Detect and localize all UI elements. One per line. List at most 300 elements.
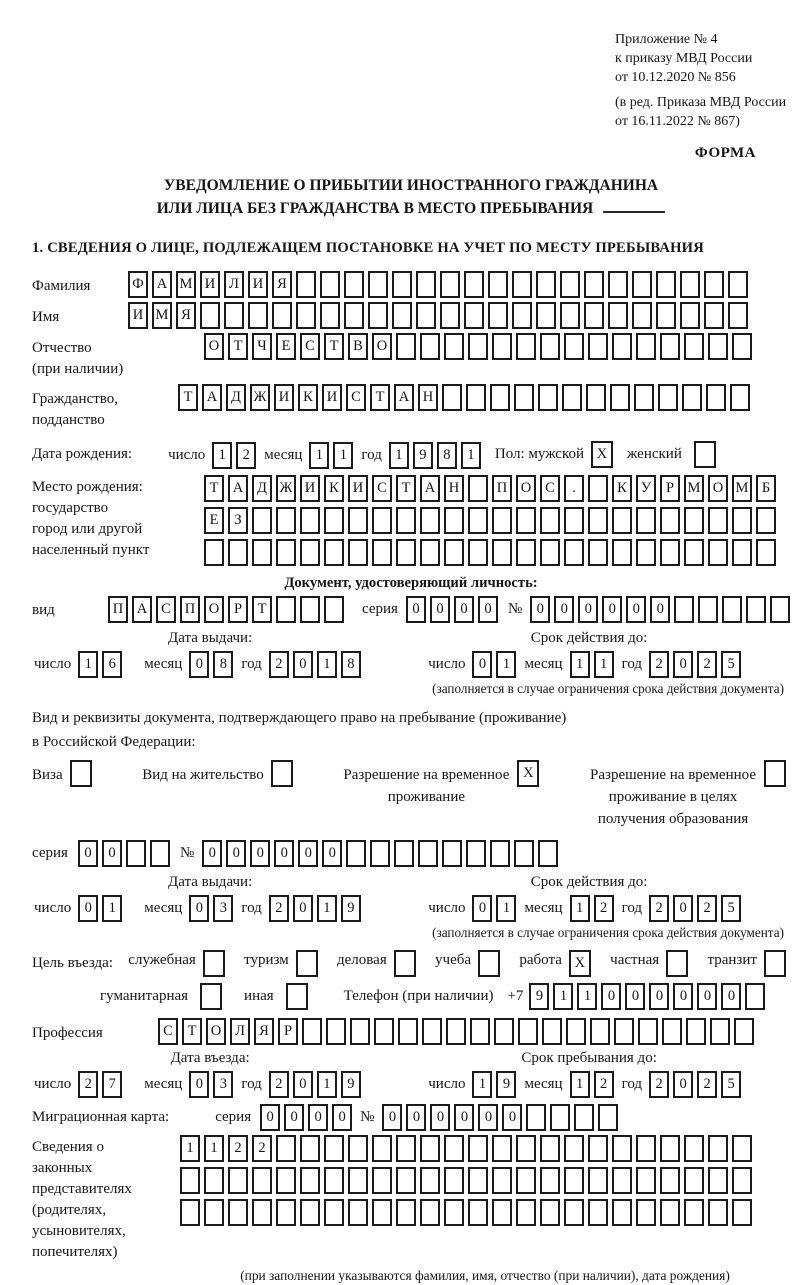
char-cell[interactable] [516,539,536,566]
char-cell[interactable]: 1 [553,983,573,1010]
char-cell[interactable] [745,983,765,1010]
char-cell[interactable] [756,539,776,566]
char-cell[interactable] [420,1199,440,1226]
char-cell[interactable] [420,507,440,534]
char-cell[interactable]: 0 [673,1071,693,1098]
char-cell[interactable]: Я [254,1018,274,1045]
char-cell[interactable] [564,1167,584,1194]
char-cell[interactable] [538,384,558,411]
char-cell[interactable]: И [248,271,268,298]
char-cell[interactable]: 0 [602,596,622,623]
char-cell[interactable] [636,333,656,360]
char-cell[interactable] [204,539,224,566]
char-cell[interactable] [372,1199,392,1226]
char-cell[interactable] [420,1167,440,1194]
char-cell[interactable] [348,507,368,534]
char-cell[interactable] [684,1167,704,1194]
char-cell[interactable] [442,384,462,411]
char-cell[interactable]: Л [224,271,244,298]
char-cell[interactable] [276,539,296,566]
char-cell[interactable]: 0 [697,983,717,1010]
char-cell[interactable] [540,1199,560,1226]
char-cell[interactable]: С [372,475,392,502]
char-cell[interactable] [636,1167,656,1194]
char-cell[interactable] [372,1135,392,1162]
char-cell[interactable] [708,539,728,566]
char-cell[interactable] [732,539,752,566]
char-cell[interactable] [574,1104,594,1131]
char-cell[interactable] [398,1018,418,1045]
char-cell[interactable]: И [128,302,148,329]
char-cell[interactable]: 0 [472,651,492,678]
char-cell[interactable]: С [540,475,560,502]
char-cell[interactable]: М [684,475,704,502]
char-cell[interactable] [660,333,680,360]
char-cell[interactable]: 9 [413,442,433,469]
char-cell[interactable]: О [204,333,224,360]
char-cell[interactable]: С [300,333,320,360]
char-cell[interactable] [562,384,582,411]
char-cell[interactable] [224,302,244,329]
char-cell[interactable] [708,1167,728,1194]
char-cell[interactable] [440,302,460,329]
char-cell[interactable] [442,840,462,867]
char-cell[interactable]: 2 [269,1071,289,1098]
char-cell[interactable] [698,596,718,623]
char-cell[interactable] [396,1135,416,1162]
char-cell[interactable]: К [298,384,318,411]
char-cell[interactable] [374,1018,394,1045]
char-cell[interactable] [348,1167,368,1194]
char-cell[interactable]: 1 [570,895,590,922]
char-cell[interactable] [732,333,752,360]
private-checkbox[interactable] [666,950,688,977]
char-cell[interactable] [526,1104,546,1131]
char-cell[interactable] [492,507,512,534]
char-cell[interactable] [368,271,388,298]
char-cell[interactable]: 0 [78,840,98,867]
char-cell[interactable] [658,384,678,411]
char-cell[interactable]: 6 [102,651,122,678]
char-cell[interactable]: В [348,333,368,360]
char-cell[interactable]: 2 [236,442,256,469]
char-cell[interactable] [684,539,704,566]
char-cell[interactable] [516,507,536,534]
char-cell[interactable] [324,539,344,566]
char-cell[interactable] [584,302,604,329]
char-cell[interactable] [564,507,584,534]
char-cell[interactable]: 2 [649,651,669,678]
char-cell[interactable]: 1 [102,895,122,922]
char-cell[interactable] [346,840,366,867]
char-cell[interactable] [516,1167,536,1194]
char-cell[interactable] [588,1167,608,1194]
char-cell[interactable] [612,333,632,360]
char-cell[interactable]: К [324,475,344,502]
char-cell[interactable]: А [394,384,414,411]
char-cell[interactable]: О [372,333,392,360]
char-cell[interactable] [494,1018,514,1045]
char-cell[interactable] [324,507,344,534]
char-cell[interactable]: 2 [594,895,614,922]
char-cell[interactable] [468,475,488,502]
char-cell[interactable] [586,384,606,411]
char-cell[interactable] [634,384,654,411]
char-cell[interactable]: 0 [322,840,342,867]
char-cell[interactable]: И [300,475,320,502]
char-cell[interactable] [372,507,392,534]
char-cell[interactable] [674,596,694,623]
char-cell[interactable]: 1 [461,442,481,469]
char-cell[interactable]: 9 [496,1071,516,1098]
char-cell[interactable] [252,507,272,534]
char-cell[interactable]: Ф [128,271,148,298]
char-cell[interactable] [396,507,416,534]
char-cell[interactable] [296,302,316,329]
char-cell[interactable] [490,384,510,411]
char-cell[interactable] [468,1199,488,1226]
char-cell[interactable]: 8 [213,651,233,678]
char-cell[interactable] [730,384,750,411]
char-cell[interactable]: Т [204,475,224,502]
char-cell[interactable] [464,302,484,329]
char-cell[interactable] [684,1135,704,1162]
char-cell[interactable]: 0 [293,651,313,678]
char-cell[interactable]: Т [228,333,248,360]
char-cell[interactable]: А [132,596,152,623]
char-cell[interactable] [728,271,748,298]
char-cell[interactable] [348,1135,368,1162]
char-cell[interactable] [300,1199,320,1226]
char-cell[interactable]: 3 [213,1071,233,1098]
char-cell[interactable] [588,333,608,360]
char-cell[interactable] [732,1167,752,1194]
char-cell[interactable] [248,302,268,329]
char-cell[interactable] [126,840,146,867]
char-cell[interactable] [492,539,512,566]
char-cell[interactable]: 0 [78,895,98,922]
char-cell[interactable]: 3 [213,895,233,922]
char-cell[interactable]: 0 [430,1104,450,1131]
char-cell[interactable] [662,1018,682,1045]
char-cell[interactable]: С [346,384,366,411]
char-cell[interactable] [588,539,608,566]
business-checkbox[interactable] [394,950,416,977]
char-cell[interactable] [540,507,560,534]
char-cell[interactable] [632,302,652,329]
char-cell[interactable] [320,302,340,329]
char-cell[interactable] [612,539,632,566]
char-cell[interactable]: 0 [673,895,693,922]
char-cell[interactable] [228,1167,248,1194]
char-cell[interactable] [368,302,388,329]
char-cell[interactable] [638,1018,658,1045]
char-cell[interactable]: Б [756,475,776,502]
char-cell[interactable]: 0 [721,983,741,1010]
char-cell[interactable] [732,507,752,534]
male-checkbox[interactable]: X [591,441,613,468]
char-cell[interactable]: 1 [317,1071,337,1098]
char-cell[interactable]: М [152,302,172,329]
char-cell[interactable] [466,384,486,411]
char-cell[interactable]: 0 [189,895,209,922]
char-cell[interactable]: 1 [78,651,98,678]
humanitarian-checkbox[interactable] [200,983,222,1010]
temp-residence-education-checkbox[interactable] [764,760,786,787]
char-cell[interactable] [770,596,790,623]
char-cell[interactable]: Т [252,596,272,623]
char-cell[interactable]: О [204,596,224,623]
char-cell[interactable]: 5 [721,651,741,678]
char-cell[interactable] [708,1135,728,1162]
char-cell[interactable] [228,539,248,566]
char-cell[interactable] [488,271,508,298]
char-cell[interactable] [660,1199,680,1226]
char-cell[interactable] [180,1199,200,1226]
char-cell[interactable]: 0 [530,596,550,623]
char-cell[interactable]: 0 [650,596,670,623]
char-cell[interactable] [372,1167,392,1194]
char-cell[interactable] [746,596,766,623]
char-cell[interactable] [396,333,416,360]
char-cell[interactable] [514,384,534,411]
char-cell[interactable]: 1 [204,1135,224,1162]
char-cell[interactable]: . [564,475,584,502]
char-cell[interactable]: А [202,384,222,411]
char-cell[interactable] [636,507,656,534]
char-cell[interactable] [348,539,368,566]
char-cell[interactable] [416,302,436,329]
char-cell[interactable] [588,475,608,502]
char-cell[interactable] [708,333,728,360]
char-cell[interactable]: 0 [454,1104,474,1131]
char-cell[interactable] [550,1104,570,1131]
char-cell[interactable] [396,1167,416,1194]
char-cell[interactable] [588,1199,608,1226]
char-cell[interactable]: Я [272,271,292,298]
char-cell[interactable]: 0 [382,1104,402,1131]
char-cell[interactable] [444,1199,464,1226]
char-cell[interactable] [488,302,508,329]
char-cell[interactable] [512,302,532,329]
char-cell[interactable]: 1 [577,983,597,1010]
char-cell[interactable] [564,1199,584,1226]
study-checkbox[interactable] [478,950,500,977]
char-cell[interactable]: 0 [308,1104,328,1131]
char-cell[interactable] [612,1167,632,1194]
char-cell[interactable] [680,302,700,329]
char-cell[interactable]: 2 [649,895,669,922]
char-cell[interactable]: 1 [496,651,516,678]
char-cell[interactable] [420,333,440,360]
char-cell[interactable]: П [492,475,512,502]
char-cell[interactable]: Т [396,475,416,502]
char-cell[interactable] [728,302,748,329]
char-cell[interactable]: 0 [189,1071,209,1098]
char-cell[interactable] [492,1199,512,1226]
char-cell[interactable] [514,840,534,867]
char-cell[interactable] [444,1167,464,1194]
char-cell[interactable] [444,539,464,566]
char-cell[interactable] [684,1199,704,1226]
char-cell[interactable]: 8 [341,651,361,678]
char-cell[interactable] [276,1199,296,1226]
char-cell[interactable] [300,596,320,623]
char-cell[interactable] [228,1199,248,1226]
char-cell[interactable] [608,271,628,298]
char-cell[interactable] [470,1018,490,1045]
char-cell[interactable]: 5 [721,895,741,922]
char-cell[interactable]: 0 [298,840,318,867]
char-cell[interactable]: Е [204,507,224,534]
char-cell[interactable] [300,1135,320,1162]
char-cell[interactable]: 0 [472,895,492,922]
char-cell[interactable] [326,1018,346,1045]
char-cell[interactable] [660,1135,680,1162]
char-cell[interactable]: З [228,507,248,534]
char-cell[interactable] [416,271,436,298]
char-cell[interactable] [518,1018,538,1045]
char-cell[interactable] [392,271,412,298]
char-cell[interactable]: 2 [697,1071,717,1098]
char-cell[interactable]: М [732,475,752,502]
char-cell[interactable]: 2 [228,1135,248,1162]
char-cell[interactable]: 1 [472,1071,492,1098]
char-cell[interactable] [632,271,652,298]
char-cell[interactable]: И [348,475,368,502]
char-cell[interactable]: 2 [269,651,289,678]
char-cell[interactable]: 1 [180,1135,200,1162]
char-cell[interactable] [492,1167,512,1194]
transit-checkbox[interactable] [764,950,786,977]
char-cell[interactable] [324,1135,344,1162]
char-cell[interactable]: Л [230,1018,250,1045]
visa-checkbox[interactable] [70,760,92,787]
char-cell[interactable]: 0 [189,651,209,678]
char-cell[interactable] [444,507,464,534]
char-cell[interactable]: С [156,596,176,623]
char-cell[interactable]: П [180,596,200,623]
char-cell[interactable]: 9 [529,983,549,1010]
char-cell[interactable] [348,1199,368,1226]
char-cell[interactable] [588,1135,608,1162]
char-cell[interactable] [686,1018,706,1045]
char-cell[interactable]: И [322,384,342,411]
char-cell[interactable] [392,302,412,329]
char-cell[interactable] [444,1135,464,1162]
char-cell[interactable]: 0 [554,596,574,623]
char-cell[interactable] [300,539,320,566]
char-cell[interactable]: 0 [406,596,426,623]
char-cell[interactable] [516,1199,536,1226]
char-cell[interactable]: 2 [697,651,717,678]
char-cell[interactable] [150,840,170,867]
char-cell[interactable] [660,507,680,534]
char-cell[interactable] [612,507,632,534]
char-cell[interactable] [420,539,440,566]
char-cell[interactable] [324,1167,344,1194]
work-checkbox[interactable]: X [569,950,591,977]
char-cell[interactable]: 1 [212,442,232,469]
female-checkbox[interactable] [694,441,716,468]
char-cell[interactable] [344,271,364,298]
char-cell[interactable] [710,1018,730,1045]
char-cell[interactable] [708,1199,728,1226]
char-cell[interactable]: 0 [578,596,598,623]
char-cell[interactable] [204,1199,224,1226]
char-cell[interactable]: 9 [341,895,361,922]
char-cell[interactable]: И [274,384,294,411]
char-cell[interactable]: Т [324,333,344,360]
char-cell[interactable] [610,384,630,411]
temp-residence-checkbox[interactable]: X [517,760,539,787]
char-cell[interactable] [660,539,680,566]
char-cell[interactable]: 8 [437,442,457,469]
char-cell[interactable]: 0 [626,596,646,623]
char-cell[interactable] [300,1167,320,1194]
char-cell[interactable]: Т [182,1018,202,1045]
char-cell[interactable]: 1 [570,1071,590,1098]
char-cell[interactable] [538,840,558,867]
char-cell[interactable] [490,840,510,867]
char-cell[interactable] [656,302,676,329]
char-cell[interactable] [204,1167,224,1194]
char-cell[interactable]: 0 [284,1104,304,1131]
char-cell[interactable]: 0 [293,1071,313,1098]
char-cell[interactable] [468,1135,488,1162]
char-cell[interactable] [734,1018,754,1045]
char-cell[interactable]: 0 [293,895,313,922]
char-cell[interactable] [276,1135,296,1162]
char-cell[interactable] [612,1199,632,1226]
char-cell[interactable] [722,596,742,623]
char-cell[interactable]: А [420,475,440,502]
char-cell[interactable] [598,1104,618,1131]
char-cell[interactable] [418,840,438,867]
char-cell[interactable]: Т [370,384,390,411]
char-cell[interactable] [732,1135,752,1162]
char-cell[interactable] [302,1018,322,1045]
char-cell[interactable]: 2 [649,1071,669,1098]
char-cell[interactable] [684,507,704,534]
char-cell[interactable]: 0 [454,596,474,623]
char-cell[interactable] [320,271,340,298]
char-cell[interactable]: 2 [594,1071,614,1098]
char-cell[interactable] [422,1018,442,1045]
char-cell[interactable] [180,1167,200,1194]
char-cell[interactable] [612,1135,632,1162]
char-cell[interactable]: Д [226,384,246,411]
char-cell[interactable] [396,539,416,566]
char-cell[interactable]: 1 [309,442,329,469]
char-cell[interactable] [588,507,608,534]
char-cell[interactable]: О [708,475,728,502]
char-cell[interactable] [590,1018,610,1045]
official-checkbox[interactable] [203,950,225,977]
char-cell[interactable] [656,271,676,298]
char-cell[interactable]: Н [444,475,464,502]
char-cell[interactable] [660,1167,680,1194]
char-cell[interactable] [536,302,556,329]
char-cell[interactable]: 1 [389,442,409,469]
char-cell[interactable] [566,1018,586,1045]
char-cell[interactable] [516,1135,536,1162]
char-cell[interactable] [704,302,724,329]
char-cell[interactable] [276,507,296,534]
char-cell[interactable] [614,1018,634,1045]
char-cell[interactable]: П [108,596,128,623]
char-cell[interactable]: 0 [649,983,669,1010]
